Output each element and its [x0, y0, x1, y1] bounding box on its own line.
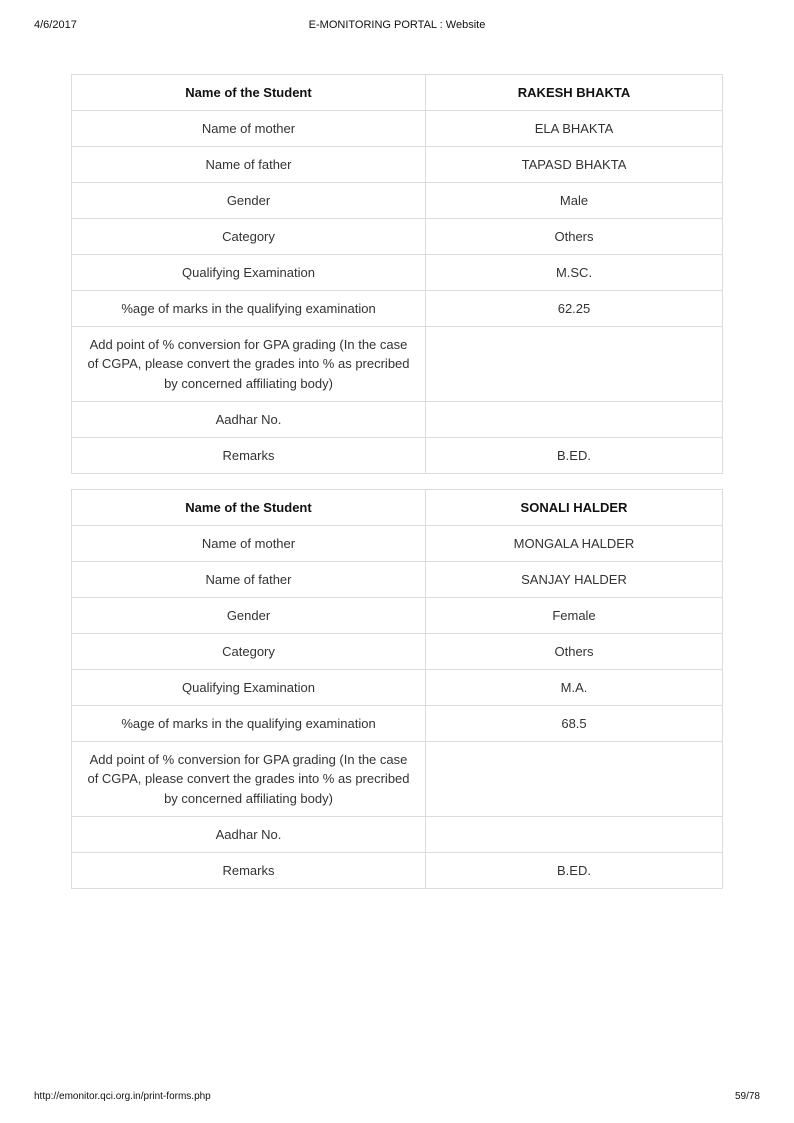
- label-cell: Aadhar No.: [72, 402, 426, 438]
- table-row: [72, 255, 723, 291]
- table-row: [72, 490, 723, 526]
- label-cell: Name of father: [72, 562, 426, 598]
- value-cell: [426, 327, 723, 402]
- table-row: [72, 291, 723, 327]
- label-cell: Qualifying Examination: [72, 670, 426, 706]
- value-cell: SANJAY HALDER: [426, 562, 723, 598]
- label-cell: Gender: [72, 598, 426, 634]
- student-table: [71, 489, 723, 889]
- label-cell: Name of mother: [72, 111, 426, 147]
- table-row: [72, 706, 723, 742]
- label-cell: %age of marks in the qualifying examination: [72, 706, 426, 742]
- label-cell: Qualifying Examination: [72, 255, 426, 291]
- value-cell: MONGALA HALDER: [426, 526, 723, 562]
- label-cell: Gender: [72, 183, 426, 219]
- label-cell: Remarks: [72, 853, 426, 889]
- label-cell: Name of the Student: [72, 490, 426, 526]
- table-row: [72, 598, 723, 634]
- table-row: [72, 817, 723, 853]
- label-cell: Aadhar No.: [72, 817, 426, 853]
- label-cell: Name of mother: [72, 526, 426, 562]
- table-row: [72, 327, 723, 402]
- table-row: [72, 562, 723, 598]
- table-row: [72, 111, 723, 147]
- label-cell: Add point of % conversion for GPA grading (In the case of CGPA, please convert the grades into % as precribed by concerned affiliating body): [72, 327, 426, 402]
- label-cell: Add point of % conversion for GPA grading (In the case of CGPA, please convert the grades into % as precribed by concerned affiliating body): [72, 742, 426, 817]
- label-cell: %age of marks in the qualifying examination: [72, 291, 426, 327]
- label-cell: Remarks: [72, 438, 426, 474]
- label-cell: Category: [72, 634, 426, 670]
- table-row: [72, 75, 723, 111]
- student-table: [71, 74, 723, 474]
- value-cell: Male: [426, 183, 723, 219]
- value-cell: M.SC.: [426, 255, 723, 291]
- value-cell: M.A.: [426, 670, 723, 706]
- table-row: [72, 634, 723, 670]
- value-cell: Female: [426, 598, 723, 634]
- print-date: 4/6/2017: [34, 19, 77, 31]
- page-title: E-MONITORING PORTAL : Website: [308, 19, 486, 31]
- page-number: 59/78: [734, 1091, 760, 1102]
- value-cell: [426, 402, 723, 438]
- table-row: [72, 670, 723, 706]
- value-cell: Others: [426, 219, 723, 255]
- table-row: [72, 402, 723, 438]
- table-row: [72, 219, 723, 255]
- table-row: [72, 438, 723, 474]
- value-cell: B.ED.: [426, 438, 723, 474]
- page-url[interactable]: http://emonitor.qci.org.in/print-forms.php: [34, 1091, 211, 1102]
- value-cell: 68.5: [426, 706, 723, 742]
- table-row: [72, 853, 723, 889]
- value-cell: [426, 742, 723, 817]
- student-name: SONALI HALDER: [426, 490, 723, 526]
- value-cell: 62.25: [426, 291, 723, 327]
- table-row: [72, 526, 723, 562]
- student-name: RAKESH BHAKTA: [426, 75, 723, 111]
- label-cell: Name of father: [72, 147, 426, 183]
- table-row: [72, 742, 723, 817]
- value-cell: Others: [426, 634, 723, 670]
- value-cell: TAPASD BHAKTA: [426, 147, 723, 183]
- value-cell: B.ED.: [426, 853, 723, 889]
- table-row: [72, 183, 723, 219]
- table-row: [72, 147, 723, 183]
- value-cell: ELA BHAKTA: [426, 111, 723, 147]
- label-cell: Name of the Student: [72, 75, 426, 111]
- label-cell: Category: [72, 219, 426, 255]
- value-cell: [426, 817, 723, 853]
